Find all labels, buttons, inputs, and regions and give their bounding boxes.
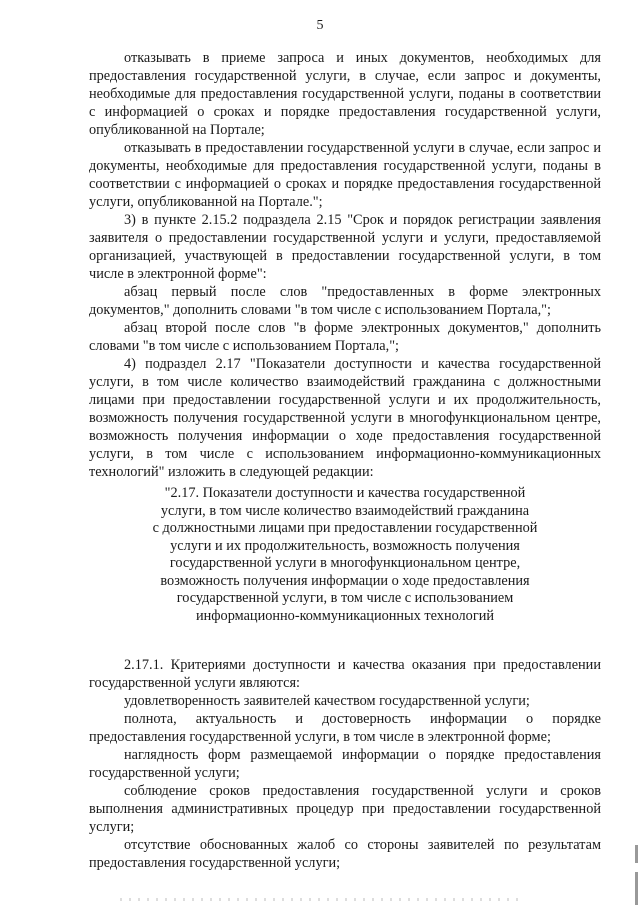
section-title-line: государственной услуги, в том числе с использованием [176, 590, 514, 606]
section-title-line: "2.17. Показатели доступности и качества государственной [164, 485, 526, 501]
paragraph: 4) подраздел 2.17 "Показатели доступности и качества государственной услуги, в том числе количество взаимодействий гражданина с должностными лицами при предоставлении государственной услуги и их продолжительность, возможность получения государственной услуги в многофункциональном центре, возможность получения информации о ходе предоставления государственной услуги, в том числе с использованием информационно-коммуникационных технологий" изложить в следующей редакции: [89, 356, 601, 480]
scan-edge-mark [635, 845, 638, 905]
page-number: 5 [316, 18, 324, 33]
section-title-line: услуги, в том числе количество взаимодействий гражданина [160, 502, 530, 519]
section-title-line: информационно-коммуникационных технологий [195, 607, 494, 624]
section-title-line: государственной услуги в многофункциональном центре, [169, 555, 521, 571]
paragraph: абзац второй после слов "в форме электронных документов," дополнить словами "в том числе с использованием Портала,"; [89, 320, 601, 354]
list-item: соблюдение сроков предоставления государственной услуги и сроков выполнения административных процедур при предоставлении государственной услуги; [89, 783, 601, 835]
list-item: удовлетворенность заявителей качеством государственной услуги; [124, 693, 530, 709]
paragraph: абзац первый после слов "предоставленных в форме электронных документов," дополнить словами "в том числе с использованием Портала,"; [89, 284, 601, 318]
list-item: отсутствие обоснованных жалоб со стороны заявителей по результатам предоставления государственной услуги; [89, 837, 601, 871]
section-gap [89, 625, 601, 656]
list-item: полнота, актуальность и достоверность информации о порядке предоставления государственной услуги, в том числе в электронной форме; [89, 711, 601, 745]
list-item: наглядность форм размещаемой информации о порядке предоставления государственной услуги; [89, 747, 601, 781]
section-title [89, 485, 601, 625]
paragraph: 2.17.1. Критериями доступности и качества оказания при предоставлении государственной услуги являются: [89, 657, 601, 691]
scan-bottom-artifact [120, 898, 520, 901]
section-title-line: услуги и их продолжительность, возможность получения [170, 537, 520, 554]
paragraph: отказывать в предоставлении государственной услуги в случае, если запрос и документы, необходимые для предоставления государственной услуги, поданы в соответствии с информацией о сроках и порядке предоставления государственной услуги, опубликованной на Портале."; [89, 140, 601, 210]
section-title-line: с должностными лицами при предоставлении государственной [152, 520, 538, 536]
paragraph: отказывать в приеме запроса и иных документов, необходимых для предоставления государственной услуги, в случае, если запрос и документы, необходимые для предоставления государственной услуги, поданы в соответствии с информацией о сроках и порядке предоставления государственной услуги, опубликованной на Портале; [89, 50, 601, 138]
section-title-line: возможность получения информации о ходе предоставления [160, 572, 530, 589]
paragraph: 3) в пункте 2.15.2 подраздела 2.15 "Срок и порядок регистрации заявления заявителя о предоставлении государственной услуги и услуги, предоставляемой организацией, участвующей в предоставлении государственной услуги, в том числе в электронной форме": [89, 212, 601, 282]
document-body [89, 49, 601, 872]
